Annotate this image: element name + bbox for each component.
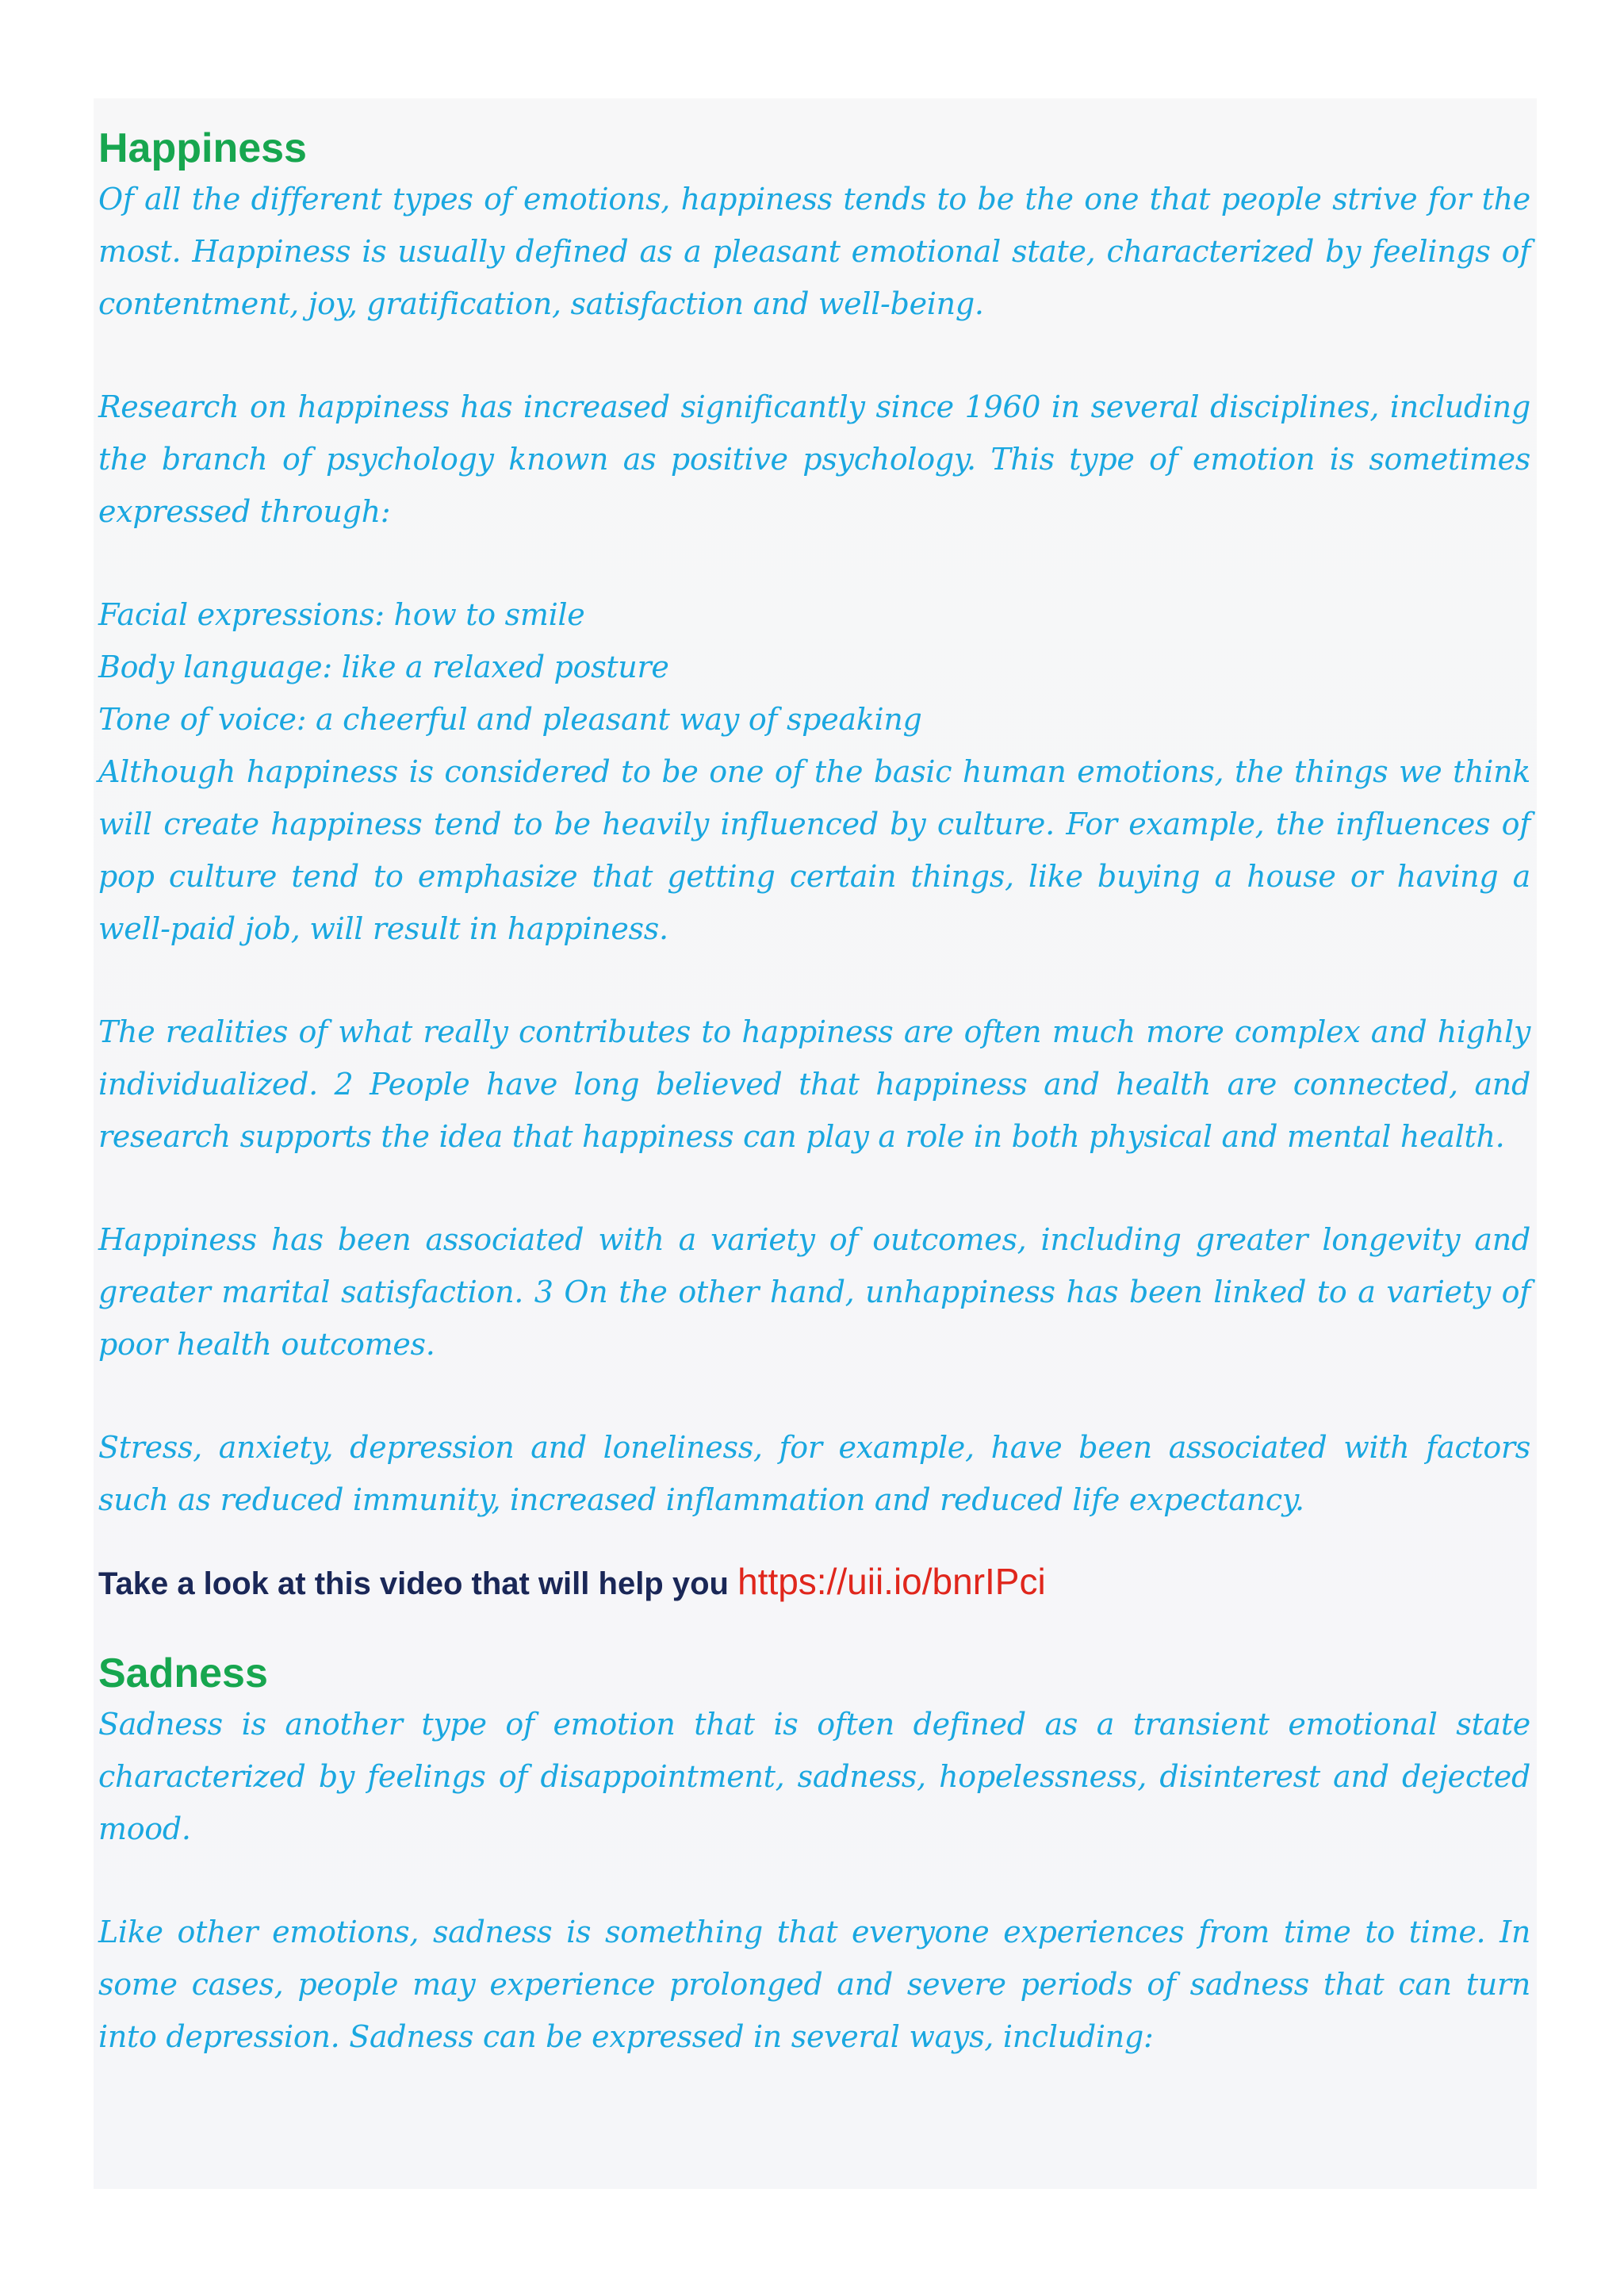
happiness-paragraph-6: Stress, anxiety, depression and loneliness, for example, have been associated with factors such as reduced immunity, increased inflammation and reduced life expectancy. [98,1430,1530,1517]
happiness-paragraph-5: Happiness has been associated with a variety of outcomes, including greater longevity and greater marital satisfaction. 3 On the other hand, unhappiness has been linked to a variety of poor health outcomes. [98,1222,1530,1362]
sadness-paragraph-1: Sadness is another type of emotion that is often defined as a transient emotional state characterized by feelings of disappointment, sadness, hopelessness, disinterest and dejected mood. [98,1707,1530,1846]
sadness-heading: Sadness [98,1650,268,1696]
document-content [98,124,1530,2114]
happiness-heading: Happiness [98,125,307,171]
sadness-paragraph-2: Like other emotions, sadness is something that everyone experiences from time to time. In some cases, people may experience prolonged and severe periods of sadness that can turn into depression. Sadness can be expressed in several ways, including: [98,1915,1530,2054]
list-item: Tone of voice: a cheerful and pleasant way of speaking [98,702,922,737]
happiness-paragraph-1: Of all the different types of emotions, happiness tends to be the one that people strive for the most. Happiness is usually defined as a pleasant emotional state, characterized by feelings of contentment, joy, gratification, satisfaction and well-being. [98,182,1530,321]
video-callout-text: Take a look at this video that will help you [98,1566,738,1601]
video-link[interactable]: https://uii.io/bnrIPci [737,1561,1046,1602]
happiness-paragraph-2: Research on happiness has increased significantly since 1960 in several disciplines, including the branch of psychology known as positive psychology. This type of emotion is sometimes expressed through: [98,389,1530,529]
list-item: Facial expressions: how to smile [98,597,585,632]
expression-list [98,588,1530,746]
happiness-paragraph-4: The realities of what really contributes to happiness are often much more complex and highly individualized. 2 People have long believed that happiness and health are connected, and research supports the idea that happiness can play a role in both physical and mental health. [98,1014,1530,1154]
video-callout [98,1558,1530,1608]
list-item: Body language: like a relaxed posture [98,650,669,684]
happiness-paragraph-3: Although happiness is considered to be one of the basic human emotions, the things we think will create happiness tend to be heavily influenced by culture. For example, the influences of pop culture tend to emphasize that getting certain things, like buying a house or having a well-paid job, will result in happiness. [98,754,1530,946]
